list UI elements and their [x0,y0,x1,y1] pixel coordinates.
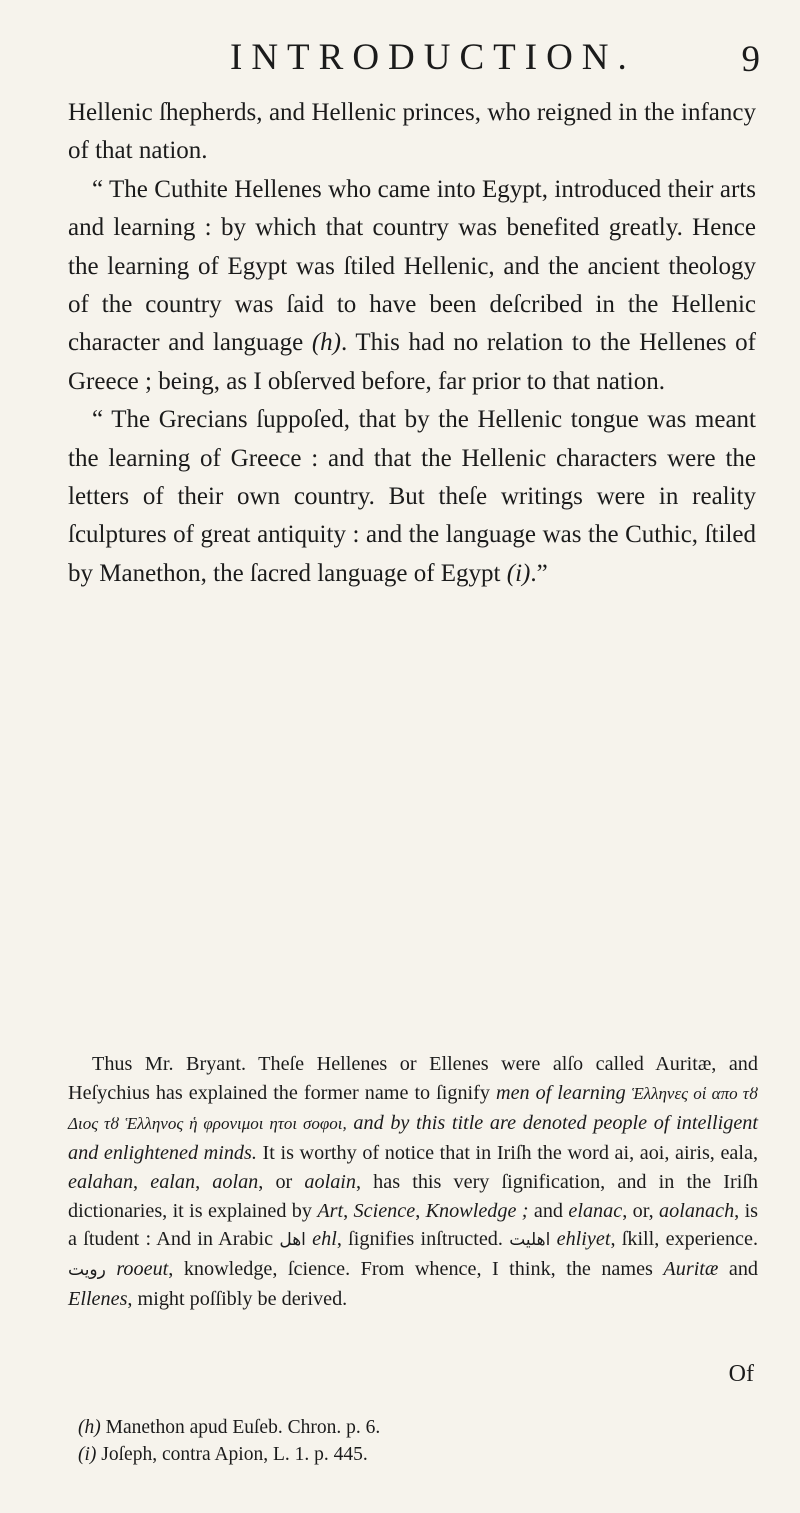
footnote-text: Manethon apud Euſeb. Chron. p. 6. [105,1417,381,1438]
commentary-text: and [728,1258,759,1281]
paragraph-2-text-end: . This had no relation to the Hellenes of Greece ; being, as I obſerved before, far prior to that nation. [68,329,756,395]
page-header [60,36,760,84]
arabic-word: اهل [279,1230,306,1251]
irish-word: elanac [568,1199,623,1222]
commentary-text: , ſignifies inſtructed. [336,1228,503,1251]
commentary-text: , ſkill, experience. [610,1228,759,1251]
main-text [68,94,756,593]
commentary-text: , is a ſtudent : And in Arabic [68,1199,759,1251]
footnote-mark: (i) [78,1444,97,1465]
greek-quotation: Ἑλληνες οἱ απο τȣ Διος τȣ Ἑλληνος ἡ φρονιμοι ητοι σοφοι, [68,1083,759,1133]
commentary-text: It is worthy of notice that in Iriſh the word ai, aoi, airis, eala, [262,1141,758,1164]
commentary-text: , [343,1199,349,1222]
footnote-h [78,1414,758,1441]
irish-word: aolan [212,1170,259,1193]
arabic-word: اهليت [509,1230,551,1251]
commentary-text: and [533,1199,564,1222]
commentary-text: , or [258,1170,293,1193]
footnote-ref-i: (i) [506,559,531,587]
commentary-text: , [195,1170,201,1193]
commentary-text: , [415,1199,421,1222]
commentary-italic: men of learning [495,1081,626,1104]
paragraph-2-text: “ The Cuthite Hellenes who came into Egypt, introduced their arts and learning : by which that country was benefited greatly. Hence the learning of Egypt was ſtiled Hellenic, and the ancient theology of the country was ſaid to have been deſcribed in the Hellenic character and language [68,175,756,357]
commentary-text: , has this very ſignification, and in the Iriſh dictionaries, it is explained by [68,1170,759,1222]
commentary-text: , or, [622,1199,654,1222]
commentary-italic: and by this title are denoted people of intelligent and enlightened minds. [68,1111,759,1164]
irish-word: ealan [150,1170,196,1193]
page-number: 9 [741,39,760,80]
irish-word: aolain [304,1170,356,1193]
name-word: Auritæ [663,1258,719,1281]
running-head: INTRODUCTION. [230,37,636,78]
irish-word: aolanach [659,1199,735,1222]
paragraph-3-text: “ The Grecians ſuppoſed, that by the Hellenic tongue was meant the learning of Greece : and that the Hellenic characters were the letters of their own country. But theſe writings were in reality ſculptures of great antiquity : and the language was the Cuthic, ſtiled by Manethon, the ſacred language of Egypt [68,406,756,587]
name-word: Ellenes [68,1288,128,1311]
commentary-text: , might poſſibly be derived. [127,1288,348,1311]
commentary-paragraph [68,1050,758,1314]
footnote-text: Joſeph, contra Apion, L. 1. p. 445. [101,1444,368,1465]
definition-word: Art [317,1199,344,1222]
paragraph-3 [68,401,756,593]
footnotes [78,1414,758,1468]
transliteration: ehliyet [556,1228,611,1251]
definition-word: Knowledge ; [425,1199,529,1222]
footnote-i [78,1441,758,1468]
paragraph-1-text: Hellenic ſhepherds, and Hellenic princes, who reigned in the infancy of that nation. [68,99,756,165]
transliteration: ehl [312,1228,337,1251]
commentary-text: , knowledge, ſcience. From whence, I think, the names [168,1258,653,1281]
definition-word: Science [353,1199,416,1222]
commentary-text: , [133,1170,139,1193]
paragraph-2 [68,171,756,401]
commentary-block [68,1050,758,1314]
commentary-text: Thus Mr. Bryant. Theſe Hellenes or Ellenes were alſo called Auritæ, and Heſychius has explained the former name to ſignify [68,1053,758,1104]
paragraph-3-text-end: .” [530,559,548,587]
footnote-ref-h: (h) [311,329,341,357]
irish-word: ealahan [68,1170,134,1193]
paragraph-1 [68,94,756,171]
arabic-word: رويت [68,1260,106,1281]
footnote-mark: (h) [78,1417,101,1438]
catchword: Of [728,1361,754,1387]
transliteration: rooeut [116,1258,169,1281]
